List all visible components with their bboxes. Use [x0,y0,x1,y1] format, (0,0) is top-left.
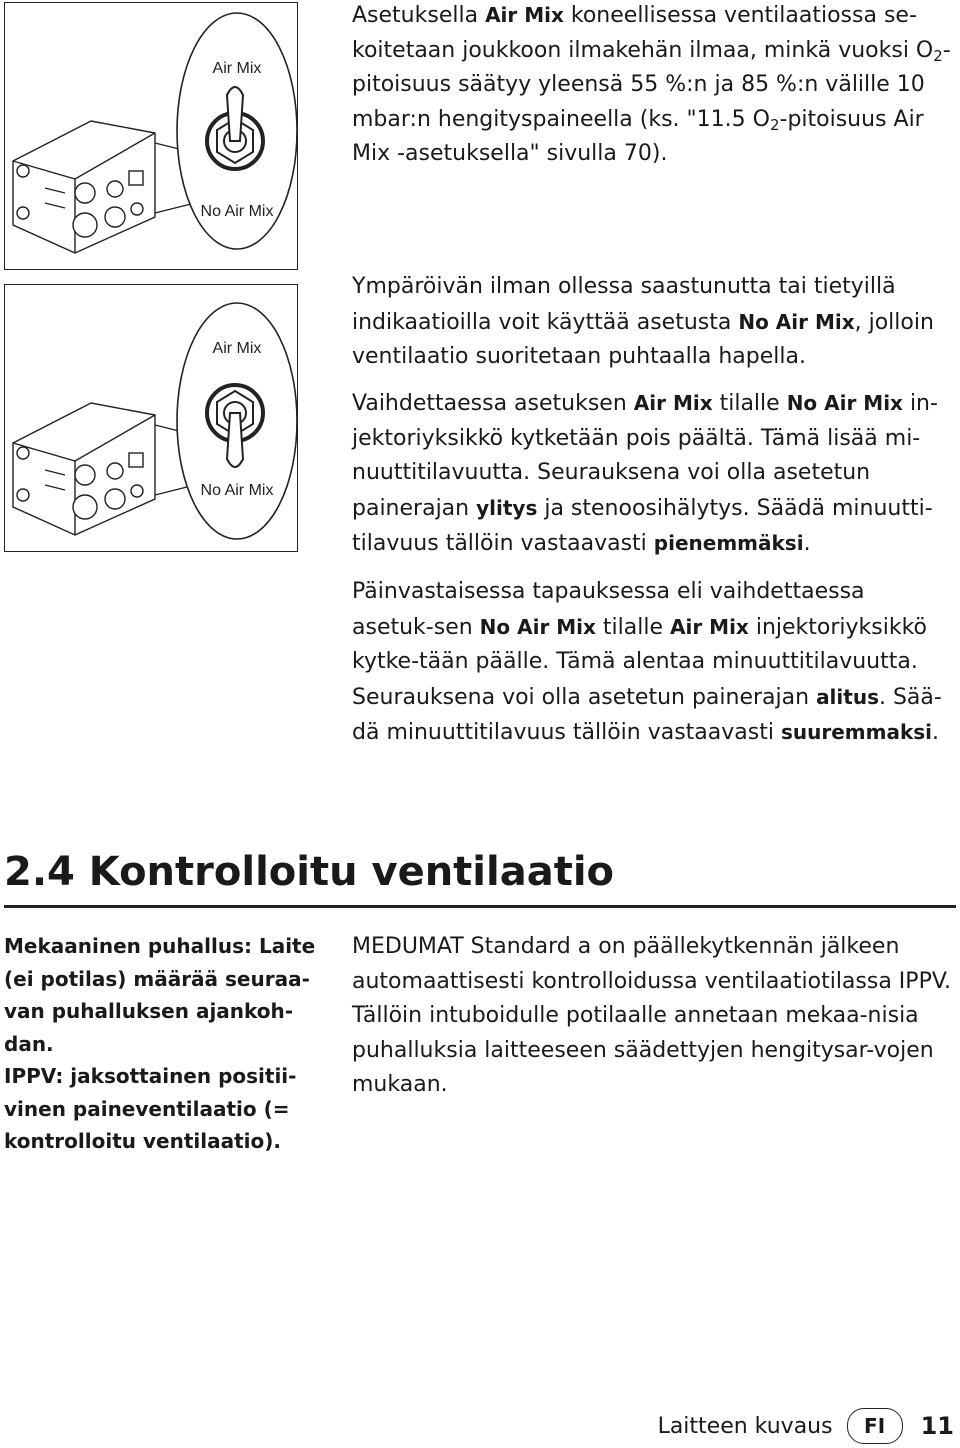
margin-note-ippv: IPPV: jaksottainen positii-vinen paineventilaatio (= kontrolloitu ventilaatio). [4,1064,297,1153]
page-number: 11 [920,1412,954,1440]
figure-air-mix [4,2,298,270]
heading-rule [4,905,956,908]
no-air-mix-paragraph: Ympäröivän ilman ollessa saastunutta tai tietyillä indikaatioilla voit käyttää asetusta No Air Mix, jolloin ventilaatio suoritetaan puhtaalla hapella. [352,274,934,369]
margin-note [4,930,316,1158]
label-no-air-mix: No Air Mix [200,203,274,220]
device-illustration-air-mix [5,3,297,269]
switch-to-air-mix-paragraph: Päinvastaisessa tapauksessa eli vaihdettaessa asetuk-sen No Air Mix tilalle Air Mix injektoriyksikkö kytke-tään päälle. Tämä alentaa minuuttitilavuutta. Seurauksena voi olla asetetun painerajan alitus. Sää-dä minuuttitilavuus tällöin vastaavasti suuremmaksi. [352,579,942,745]
ippv-paragraph: MEDUMAT Standard a on päällekytkennän jälkeen automaattisesti kontrolloidussa ventilaatiotilassa IPPV. Tällöin intuboidulle potilaalle annetaan mekaa-nisia puhalluksia laitteeseen säädettyjen hengitysar-vojen mukaan. [352,934,952,1097]
air-mix-paragraph: Asetuksella Air Mix koneellisessa ventilaatiossa se-koitetaan joukkoon ilmakehän ilmaa, minkä vuoksi $O_2$-pitoisuus säätyy yleensä 55 %:n ja 85 %:n välille 10 mbar:n hengityspaineella (ks. "11.5 $O_2$-pitoisuus Air Mix -asetuksella" sivulla 70). [352,3,951,166]
section-heading: 2.4 Kontrolloitu ventilaatio [4,849,615,895]
label-no-air-mix: No Air Mix [200,482,274,499]
language-badge: FI [847,1408,903,1444]
device-illustration-no-air-mix [5,285,297,551]
footer-chapter-title: Laitteen kuvaus [657,1413,833,1439]
label-air-mix: Air Mix [212,60,262,77]
switch-to-no-air-mix-paragraph: Vaihdettaessa asetuksen Air Mix tilalle No Air Mix in-jektoriyksikkö kytketään pois päältä. Tämä lisää mi-nuuttitilavuutta. Seurauksena voi olla asetetun painerajan ylitys ja stenoosihälytys. Säädä minuutti-tilavuus tällöin vastaavasti pienemmäksi. [352,391,938,556]
margin-note-mechanical: Mekaaninen puhallus: Laite (ei potilas) määrää seuraa-van puhalluksen ajankoh-dan. [4,934,316,1056]
figure-no-air-mix [4,284,298,552]
page-footer [658,1406,954,1446]
label-air-mix: Air Mix [212,340,262,357]
